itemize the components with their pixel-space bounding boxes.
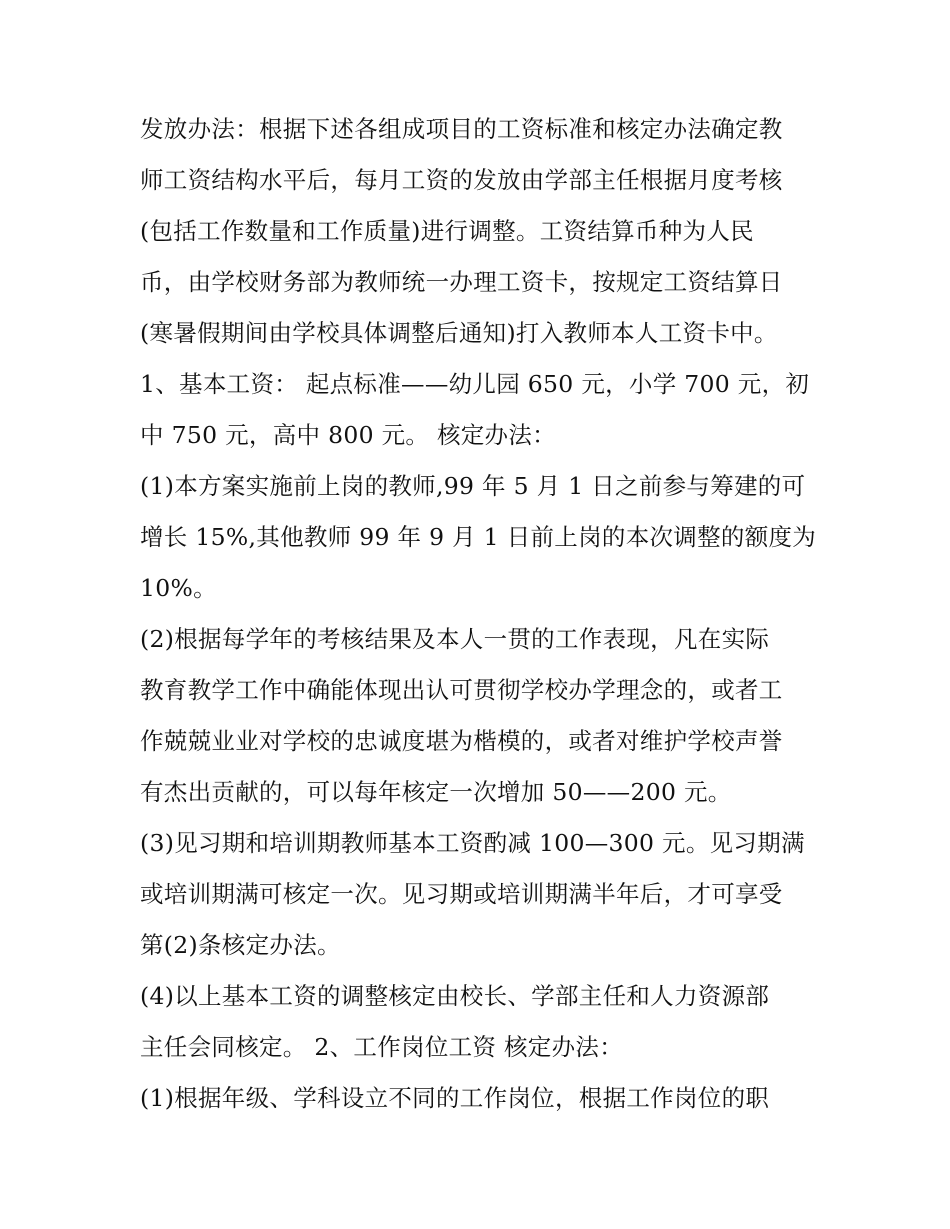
text-line: 教育教学工作中确能体现出认可贯彻学校办学理念的，或者工 xyxy=(140,676,783,704)
text-line: 增长 15%,其他教师 99 年 9 月 1 日前上岗的本次调整的额度为 xyxy=(140,523,817,551)
text-line: 作兢兢业业对学校的忠诚度堪为楷模的，或者对维护学校声誉 xyxy=(140,727,783,755)
text-line: (3)见习期和培训期教师基本工资酌减 100—300 元。见习期满 xyxy=(140,829,805,857)
text-line: 发放办法：根据下述各组成项目的工资标准和核定办法确定教 xyxy=(140,115,783,143)
text-line: (2)根据每学年的考核结果及本人一贯的工作表现，凡在实际 xyxy=(140,625,770,653)
text-line: 币，由学校财务部为教师统一办理工资卡，按规定工资结算日 xyxy=(140,268,783,296)
text-line: (1)根据年级、学科设立不同的工作岗位，根据工作岗位的职 xyxy=(140,1084,770,1112)
text-line: (4)以上基本工资的调整核定由校长、学部主任和人力资源部 xyxy=(140,982,770,1010)
text-line: (1)本方案实施前上岗的教师,99 年 5 月 1 日之前参与筹建的可 xyxy=(140,472,806,500)
document-body xyxy=(140,104,830,1124)
text-line: 或培训期满可核定一次。见习期或培训期满半年后，才可享受 xyxy=(140,880,783,908)
text-line: 第(2)条核定办法。 xyxy=(140,931,341,959)
text-line: 主任会同核定。 2、工作岗位工资 核定办法： xyxy=(140,1033,623,1061)
text-line: 1、基本工资： 起点标准——幼儿园 650 元，小学 700 元，初 xyxy=(140,370,810,398)
text-line: 10%。 xyxy=(140,574,217,602)
text-line: 有杰出贡献的，可以每年核定一次增加 50——200 元。 xyxy=(140,778,732,806)
text-line: 中 750 元，高中 800 元。 核定办法： xyxy=(140,421,556,449)
text-line: (包括工作数量和工作质量)进行调整。工资结算币种为人民 xyxy=(140,217,754,245)
text-line: 师工资结构水平后，每月工资的发放由学部主任根据月度考核 xyxy=(140,166,783,194)
text-line: (寒暑假期间由学校具体调整后通知)打入教师本人工资卡中。 xyxy=(140,319,778,347)
